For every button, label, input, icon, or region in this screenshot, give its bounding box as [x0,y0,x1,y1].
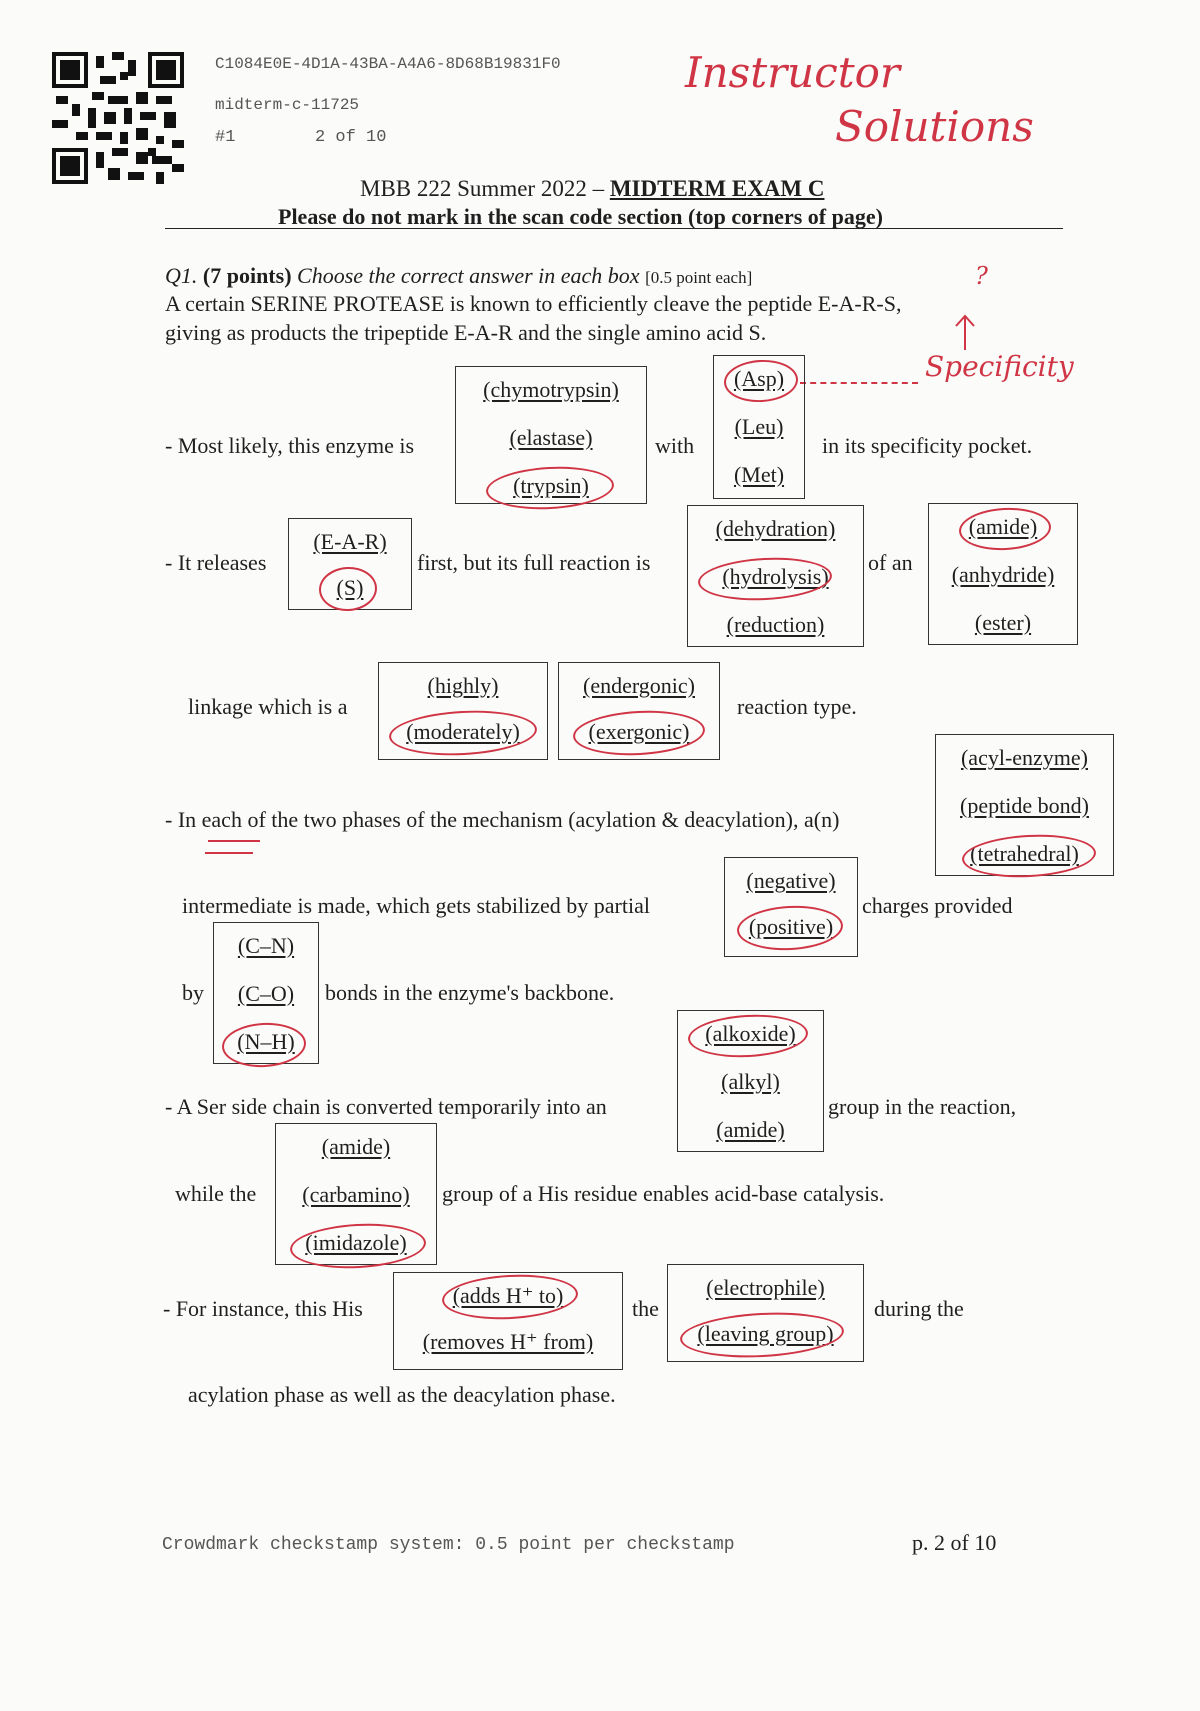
answer-circle [687,1012,809,1060]
his-group-option-3[interactable]: (imidazole) [305,1230,407,1255]
his-group-choice-box [275,1123,437,1265]
bond-option-1[interactable]: (amide) [968,514,1038,539]
sentence-10a: acylation phase as well as the deacylation phase. [188,1382,616,1407]
sentence-2c: of an [868,550,913,575]
role-choice-box [667,1264,864,1362]
answer-circle [723,358,799,404]
reaction-option-1[interactable]: (dehydration) [715,516,836,541]
enzyme-choice-box [455,366,647,504]
energetics-choice-box [558,662,720,760]
sentence-1a: - Most likely, this enzyme is [165,433,415,458]
intermediate-choice-box [935,734,1114,876]
sentence-5a: intermediate is made, which gets stabilized by partial [182,893,650,918]
point-note: [0.5 point each] [645,268,753,287]
release-choice-box [288,518,412,610]
sentence-3b: reaction type. [737,694,857,719]
residue-choice-box [713,355,805,499]
question-points: (7 points) [202,263,292,288]
sentence-2b: first, but its full reaction is [417,550,651,575]
header-divider [165,228,1063,229]
role-option-1[interactable]: (electrophile) [706,1275,825,1300]
answer-circle [679,1309,845,1362]
charge-option-2[interactable]: (positive) [748,914,834,939]
question-heading [165,263,752,289]
intermediate-option-1[interactable]: (acyl-enzyme) [960,745,1089,770]
exam-code: midterm-c-11725 [215,96,360,114]
sentence-6b: bonds in the enzyme's backbone. [325,980,615,1005]
charge-choice-box [724,857,858,957]
sentence-1c: in its specificity pocket. [822,433,1033,458]
degree-choice-box [378,662,548,760]
sentence-9c: during the [874,1296,964,1321]
reaction-option-2[interactable]: (hydrolysis) [722,564,829,589]
sentence-6a: by [182,980,204,1005]
intro-line-1: A certain SERINE PROTEASE is known to efficiently cleave the peptide E-A-R-S, [165,291,902,316]
question-instruction: Choose the correct answer in each box [297,263,640,288]
energetics-option-1[interactable]: (endergonic) [583,673,695,698]
his-group-option-1[interactable]: (amide) [321,1134,391,1159]
intermediate-option-2[interactable]: (peptide bond) [960,793,1089,818]
proton-choice-box [393,1272,623,1370]
sentence-4a: - In each of the two phases of the mechanism (acylation & deacylation), a(n) [165,807,840,832]
ser-group-option-1[interactable]: (alkoxide) [705,1021,796,1046]
answer-circle [697,555,833,604]
sentence-1b: with [655,433,695,458]
answer-circle [441,1271,579,1322]
residue-option-1[interactable]: (Asp) [733,366,785,391]
answer-circle [289,1220,427,1271]
enzyme-option-2[interactable]: (elastase) [509,425,593,450]
charge-option-1[interactable]: (negative) [746,868,836,893]
ser-group-option-3[interactable]: (amide) [716,1117,785,1142]
residue-option-2[interactable]: (Leu) [734,414,784,439]
annotation-underline [208,840,260,842]
answer-circle [961,832,1097,881]
answer-circle [485,464,615,513]
enzyme-option-1[interactable]: (chymotrypsin) [483,377,619,402]
sentence-3a: linkage which is a [188,694,348,719]
answer-circle [958,506,1052,553]
sentence-8b: group of a His residue enables acid-base catalysis. [442,1181,885,1206]
copy-number: #1 [215,128,236,147]
reaction-choice-box [687,505,864,647]
degree-option-2[interactable]: (moderately) [406,719,520,744]
annotation-specificity: Specificity [925,350,1074,383]
annotation-solutions: Solutions [835,102,1034,151]
bond-option-2[interactable]: (anhydride) [951,562,1055,587]
bond-option-3[interactable]: (ester) [974,610,1032,635]
sentence-5b: charges provided [862,893,1013,918]
checkstamp-note: Crowdmark checkstamp system: 0.5 point per checkstamp [162,1535,735,1555]
degree-option-1[interactable]: (highly) [427,673,499,698]
exam-title: MIDTERM EXAM C [609,176,825,201]
proton-option-2[interactable]: (removes H⁺ from) [422,1329,594,1354]
intermediate-option-3[interactable]: (tetrahedral) [970,841,1079,866]
question-number: Q1. [165,263,198,288]
qr-code [52,52,184,184]
scan-id: C1084E0E-4D1A-43BA-A4A6-8D68B19831F0 [215,55,561,73]
sentence-7a: - A Ser side chain is converted temporarily into an [165,1094,607,1119]
bond-choice-box [928,503,1078,645]
energetics-option-2[interactable]: (exergonic) [588,719,690,744]
annotation-underline [205,852,253,854]
page-number: p. 2 of 10 [912,1530,997,1555]
annotation-instructor: Instructor [685,48,900,97]
annotation-dash-line [800,382,918,384]
his-group-option-2[interactable]: (carbamino) [302,1182,410,1207]
release-option-2[interactable]: (S) [336,575,364,600]
ser-group-choice-box [677,1010,824,1152]
page-of: 2 of 10 [315,128,387,147]
answer-circle [388,707,538,759]
residue-option-3[interactable]: (Met) [733,462,785,487]
sentence-9b: the [632,1296,659,1321]
backbone-option-3[interactable]: (N–H) [237,1029,295,1054]
reaction-option-3[interactable]: (reduction) [726,612,825,637]
page-title [360,176,824,202]
backbone-option-2[interactable]: (C–O) [237,981,295,1006]
scan-warning: Please do not mark in the scan code section (top corners of page) [278,204,883,229]
role-option-2[interactable]: (leaving group) [697,1321,834,1346]
sentence-9a: - For instance, this His [163,1296,363,1321]
annotation-arrow-icon [950,312,980,352]
sentence-7b: group in the reaction, [828,1094,1017,1119]
intro-line-2: giving as products the tripeptide E-A-R and the single amino acid S. [165,320,767,345]
ser-group-option-2[interactable]: (alkyl) [721,1069,780,1094]
enzyme-option-3[interactable]: (trypsin) [513,473,589,498]
proton-option-1[interactable]: (adds H⁺ to) [452,1283,564,1308]
sentence-8a: while the [175,1181,257,1206]
answer-circle [318,566,378,613]
answer-circle [736,903,844,952]
annotation-question-mark: ? [975,262,988,290]
answer-circle [572,708,706,759]
release-option-1[interactable]: (E-A-R) [313,529,387,554]
backbone-choice-box [213,922,319,1064]
sentence-2a: - It releases [165,550,267,575]
course-label: MBB 222 Summer 2022 – [360,176,610,201]
backbone-option-1[interactable]: (C–N) [237,933,295,958]
